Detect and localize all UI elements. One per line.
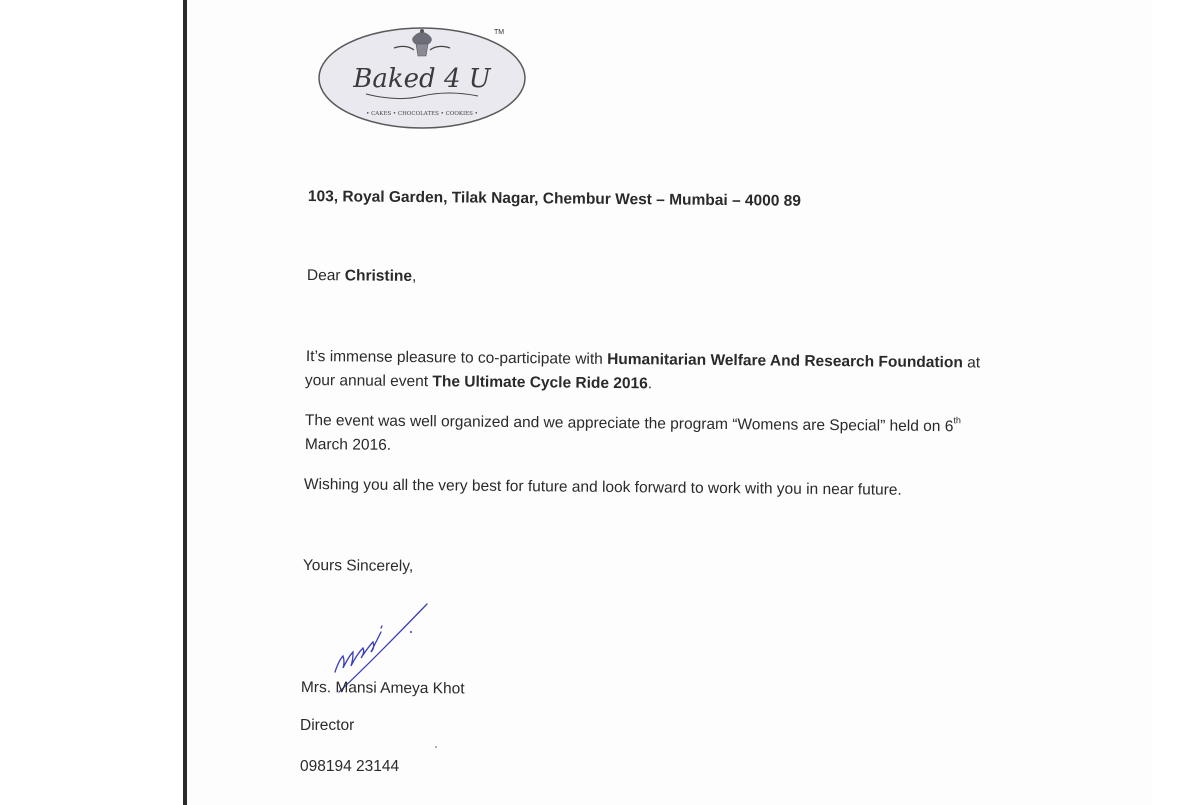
brand-wordmark: Baked 4 U	[353, 64, 491, 94]
sender-address: 103, Royal Garden, Tilak Nagar, Chembur West – Mumbai – 4000 89	[307, 187, 802, 210]
recipient-name: Christine	[344, 267, 413, 285]
paragraph-1-text-d: .	[647, 375, 653, 393]
brand-tagline: • CAKES • CHOCOLATES • COOKIES •	[366, 111, 478, 117]
signatory-phone: 098194 23144	[300, 758, 400, 775]
signatory-name: Mrs. Mansi Ameya Khot	[300, 678, 465, 698]
paragraph-1-text-b: at	[962, 354, 981, 372]
paragraph-2-text-a: The event was well organized and we appreciate the program “Womens are Special” held on 6	[304, 411, 954, 436]
trademark-mark: TM	[494, 29, 505, 36]
salutation	[307, 266, 417, 287]
organization-name: Humanitarian Welfare And Research Foundation	[607, 350, 963, 372]
baked4u-logo	[318, 22, 532, 130]
speck	[435, 746, 437, 748]
salutation-suffix: ,	[411, 267, 417, 285]
event-name: The Ultimate Cycle Ride 2016	[432, 373, 648, 393]
closing-line: Yours Sincerely,	[302, 556, 414, 575]
date-ordinal-superscript: th	[953, 415, 962, 426]
page-right-margin	[1152, 0, 1200, 805]
paragraph-1-text-c: your annual event	[304, 371, 433, 391]
paragraph-1-text-a: It’s immense pleasure to co-participate with	[305, 347, 608, 368]
signatory-title: Director	[300, 717, 355, 734]
paragraph-2-line-2: March 2016.	[304, 435, 392, 454]
paragraph-1-line-2	[305, 371, 652, 394]
paragraph-3: Wishing you all the very best for future and look forward to work with you in near future.	[303, 475, 902, 499]
salutation-prefix: Dear	[306, 266, 345, 285]
